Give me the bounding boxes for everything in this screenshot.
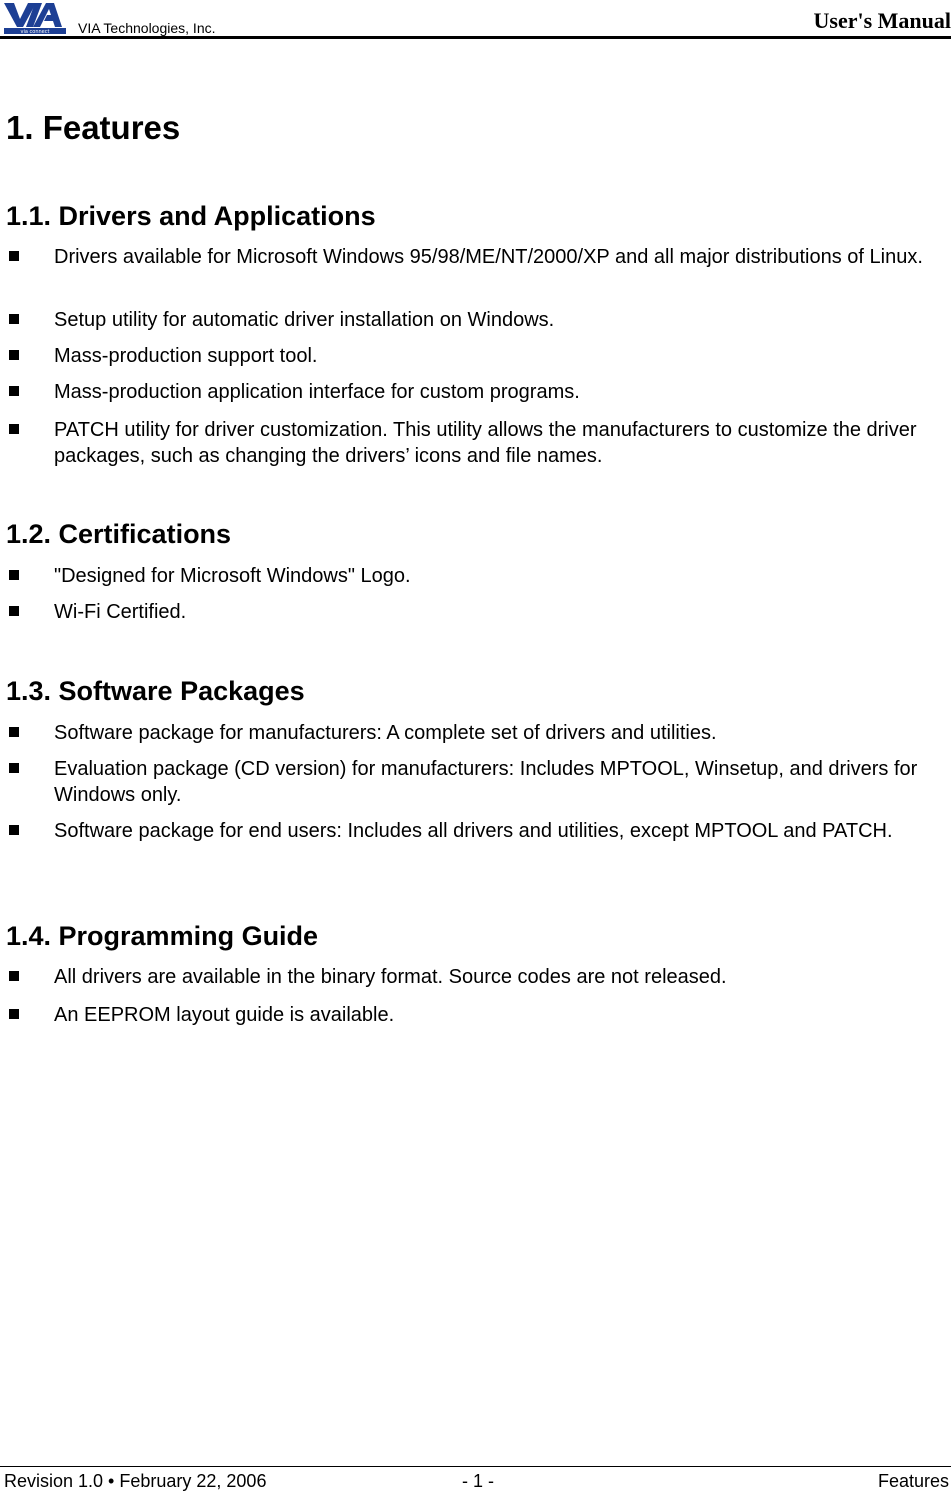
list-item-text: PATCH utility for driver customization. This utility allows the manufacturers to customize the driver packages, such as changing the drivers’ icons and file names.	[54, 419, 917, 467]
footer-page-number: - 1 -	[462, 1471, 495, 1491]
square-bullet-icon	[9, 424, 19, 434]
square-bullet-icon	[9, 350, 19, 360]
square-bullet-icon	[9, 606, 19, 616]
subsection-title: 1.1. Drivers and Applications	[6, 201, 376, 231]
square-bullet-icon	[9, 314, 19, 324]
list-item-text: Mass-production support tool.	[54, 345, 318, 367]
list-item-text: Drivers available for Microsoft Windows 95/98/ME/NT/2000/XP and all major distributions of Linux.	[54, 246, 923, 268]
list-item-text: Setup utility for automatic driver installation on Windows.	[54, 309, 555, 331]
square-bullet-icon	[9, 386, 19, 396]
company-name: VIA Technologies, Inc.	[78, 20, 216, 36]
list-item-text: "Designed for Microsoft Windows" Logo.	[54, 565, 411, 587]
square-bullet-icon	[9, 825, 19, 835]
list-item-text: Evaluation package (CD version) for manufacturers: Includes MPTOOL, Winsetup, and drivers for Windows only.	[54, 758, 918, 806]
square-bullet-icon	[9, 727, 19, 737]
list-item-text: An EEPROM layout guide is available.	[54, 1004, 395, 1026]
square-bullet-icon	[9, 251, 19, 261]
footer-rule	[0, 1466, 951, 1467]
subsection-title: 1.4. Programming Guide	[6, 921, 319, 951]
page-title: 1. Features	[6, 109, 181, 146]
square-bullet-icon	[9, 570, 19, 580]
page-header	[0, 0, 951, 40]
list-item-text: Software package for end users: Includes all drivers and utilities, except MPTOOL and PATCH.	[54, 820, 893, 842]
manual-title: User's Manual	[813, 8, 951, 33]
footer-section: Features	[877, 1471, 949, 1491]
logo-tagline: via connect	[20, 29, 50, 35]
subsection-title: 1.2. Certifications	[6, 519, 232, 549]
square-bullet-icon	[9, 971, 19, 981]
list-item-text: All drivers are available in the binary format. Source codes are not released.	[54, 966, 727, 988]
list-item-text: Wi-Fi Certified.	[54, 601, 187, 623]
via-logo	[2, 1, 68, 35]
footer-revision: Revision 1.0 • February 22, 2006	[4, 1471, 267, 1491]
square-bullet-icon	[9, 1009, 19, 1019]
subsection-title: 1.3. Software Packages	[6, 676, 305, 706]
list-item-text: Mass-production application interface for custom programs.	[54, 381, 580, 403]
header-rule	[0, 36, 951, 39]
square-bullet-icon	[9, 763, 19, 773]
list-item-text: Software package for manufacturers: A complete set of drivers and utilities.	[54, 722, 717, 744]
